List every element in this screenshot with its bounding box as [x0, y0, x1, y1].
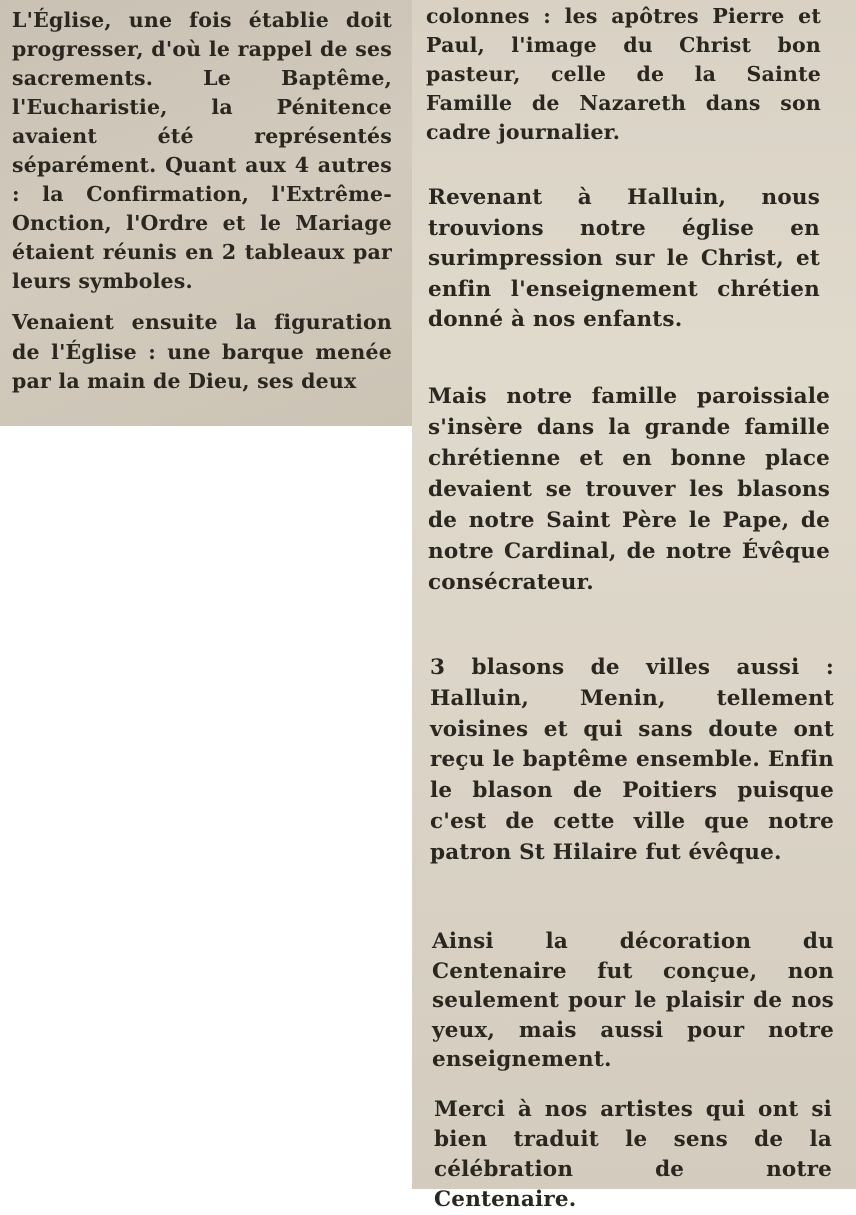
- right-newspaper-clipping: [412, 0, 856, 1212]
- left-newspaper-clipping: [0, 0, 412, 426]
- right-paragraph-thanks: Merci à nos artistes qui ont si bien traduit le sens de la célébration de notre Centenaire.: [434, 1097, 832, 1212]
- right-paragraph-columns: colonnes : les apôtres Pierre et Paul, l'image du Christ bon pasteur, celle de la Sainte Famille de Nazareth dans son cadre journalier.: [426, 4, 821, 144]
- right-paragraph-halluin: Revenant à Halluin, nous trouvions notre église en surimpression sur le Christ, et enfin l'enseignement chrétien donné à nos enfants.: [428, 185, 820, 332]
- right-paragraph-parish-family: Mais notre famille paroissiale s'insère dans la grande famille chrétienne et en bonne place devaient se trouver les blasons de notre Saint Père le Pape, de notre Cardinal, de notre Évêque consécrateur.: [428, 384, 830, 595]
- right-paragraph-decoration: Ainsi la décoration du Centenaire fut conçue, non seulement pour le plaisir de nos yeux, mais aussi pour notre enseignement.: [432, 929, 834, 1072]
- right-paragraph-city-blazons: 3 blasons de villes aussi : Halluin, Menin, tellement voisines et qui sans doute ont reçu le baptême ensemble. Enfin le blason de Poitiers puisque c'est de cette ville que notre patron St Hilaire fut évêque.: [430, 655, 834, 865]
- left-paragraph-sacraments: L'Église, une fois établie doit progresser, d'où le rappel de ses sacrements. Le Baptême, l'Eucharistie, la Pénitence avaient été représentés séparément. Quant aux 4 autres : la Confirmation, l'Extrême-Onction, l'Ordre et le Mariage étaient réunis en 2 tableaux par leurs symboles.: [12, 8, 392, 293]
- left-paragraph-church-figuration: Venaient ensuite la figuration de l'Église : une barque menée par la main de Dieu, ses deux: [12, 310, 392, 393]
